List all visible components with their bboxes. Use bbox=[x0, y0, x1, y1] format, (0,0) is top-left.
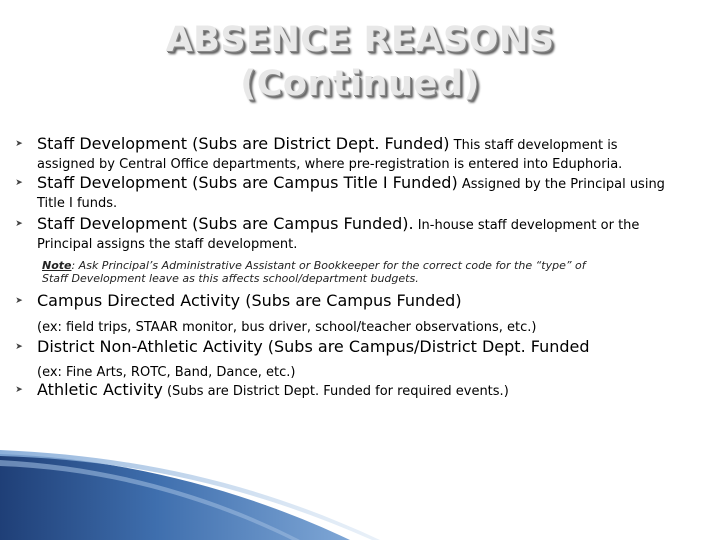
slide-title-line-1: ABSENCE REASONS bbox=[165, 20, 555, 60]
note-text-continued: Staff Development leave as this affects school/department budgets. bbox=[42, 272, 419, 285]
staff-development-note bbox=[42, 259, 682, 285]
list-item bbox=[15, 380, 712, 402]
note-text: : Ask Principal’s Administrative Assistant or Bookkeeper for the correct code for the “type” of bbox=[71, 259, 586, 272]
item-heading: Staff Development (Subs are Campus Title I Funded) bbox=[37, 173, 458, 192]
item-subtext: (ex: field trips, STAAR monitor, bus driver, school/teacher observations, etc.) bbox=[37, 320, 537, 335]
item-detail: Assigned by the Principal using bbox=[457, 177, 665, 192]
slide-title-line-2: (Continued) bbox=[240, 64, 480, 104]
list-item bbox=[15, 337, 712, 381]
arrow-bullet-icon: ➤ bbox=[15, 385, 23, 395]
item-heading: Athletic Activity bbox=[37, 380, 163, 399]
item-subtext: Title I funds. bbox=[37, 196, 118, 211]
item-detail: (Subs are District Dept. Funded for required events.) bbox=[162, 384, 509, 399]
item-detail: This staff development is bbox=[449, 138, 618, 153]
item-heading: Staff Development (Subs are Campus Funded). bbox=[37, 214, 414, 233]
list-item bbox=[15, 214, 712, 253]
item-subtext: (ex: Fine Arts, ROTC, Band, Dance, etc.) bbox=[37, 365, 296, 380]
arrow-bullet-icon: ➤ bbox=[15, 178, 23, 188]
arrow-bullet-icon: ➤ bbox=[15, 342, 23, 352]
list-item bbox=[15, 173, 712, 212]
arrow-bullet-icon: ➤ bbox=[15, 139, 23, 149]
arrow-bullet-icon: ➤ bbox=[15, 296, 23, 306]
item-detail: In-house staff development or the bbox=[413, 218, 640, 233]
item-heading: Staff Development (Subs are District Dept. Funded) bbox=[37, 134, 450, 153]
note-label: Note bbox=[42, 259, 72, 272]
arrow-bullet-icon: ➤ bbox=[15, 219, 23, 229]
item-subtext: assigned by Central Office departments, where pre-registration is entered into Eduphoria. bbox=[37, 157, 623, 172]
list-item bbox=[15, 291, 712, 336]
item-heading: District Non-Athletic Activity (Subs are Campus/District Dept. Funded bbox=[37, 337, 590, 356]
item-subtext: Principal assigns the staff development. bbox=[37, 237, 298, 252]
list-item bbox=[15, 134, 712, 173]
decorative-swoosh bbox=[0, 440, 720, 540]
item-heading: Campus Directed Activity (Subs are Campus Funded) bbox=[37, 291, 462, 310]
